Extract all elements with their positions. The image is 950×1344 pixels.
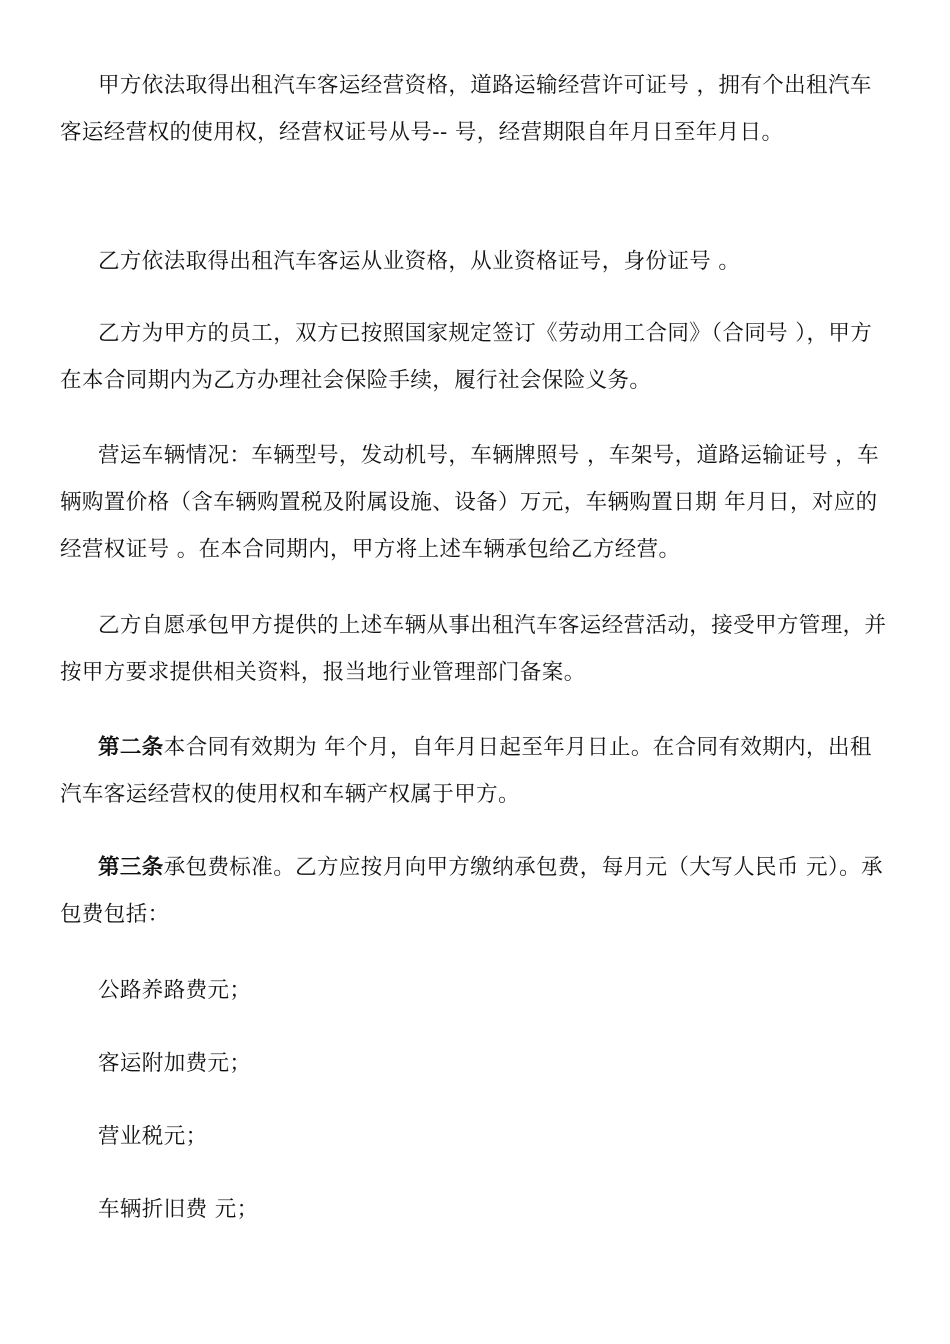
paragraph-text: 公路养路费元； [98,978,252,1003]
article-label: 第二条 [98,735,164,760]
paragraph-text: 车辆折旧费 元； [98,1197,259,1222]
fee-item-vehicle-depreciation [60,1186,890,1233]
fee-item-passenger-surcharge [60,1040,890,1087]
paragraph-contract-acceptance [60,602,890,696]
paragraph-employment [60,310,890,404]
article-three [60,844,890,938]
paragraph-text: 乙方为甲方的员工，双方已按照国家规定签订《劳动用工合同》（合同号 ），甲方在本合同期内为乙方办理社会保险手续，履行社会保险义务。 [60,321,873,393]
paragraph-text: 乙方依法取得出租汽车客运从业资格，从业资格证号，身份证号 。 [98,249,741,274]
paragraph-text: 客运附加费元； [98,1051,252,1076]
fee-item-road-maintenance [60,967,890,1014]
article-two [60,724,890,818]
paragraph-operator-license [60,62,890,156]
paragraph-text: 乙方自愿承包甲方提供的上述车辆从事出租汽车客运经营活动，接受甲方管理，并按甲方要求提供相关资料，报当地行业管理部门备案。 [60,613,887,685]
paragraph-text: 承包费标准。乙方应按月向甲方缴纳承包费，每月元（大写人民币 元）。承包费包括： [60,855,883,927]
paragraph-text: 甲方依法取得出租汽车客运经营资格，道路运输经营许可证号 ，拥有个出租汽车客运经营权的使用权，经营权证号从号-- 号，经营期限自年月日至年月日。 [60,73,872,145]
paragraph-vehicle-info [60,432,890,573]
paragraph-text: 营业税元； [98,1124,208,1149]
paragraph-text: 本合同有效期为 年个月，自年月日起至年月日止。在合同有效期内，出租汽车客运经营权的使用权和车辆产权属于甲方。 [60,735,872,807]
paragraph-driver-qualification [60,238,890,285]
article-label: 第三条 [98,855,164,880]
fee-item-business-tax [60,1113,890,1160]
paragraph-text: 营运车辆情况：车辆型号，发动机号，车辆牌照号 ，车架号，道路运输证号 ，车辆购置价格（含车辆购置税及附属设施、设备）万元，车辆购置日期 年月日，对应的经营权证号 。在本合同期内，甲方将上述车辆承包给乙方经营。 [60,443,879,562]
